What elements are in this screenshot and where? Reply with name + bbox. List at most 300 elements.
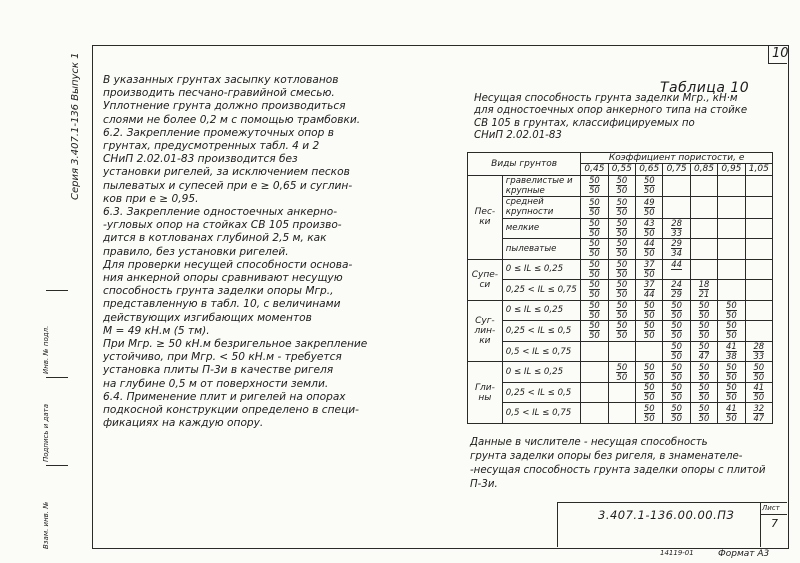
numerator: 50 — [671, 341, 682, 351]
value-fraction — [699, 404, 710, 423]
value-fraction — [753, 383, 764, 402]
numerator: 50 — [616, 299, 628, 310]
note-line: -несущая способность грунта заделки опоры с плитой — [470, 465, 766, 476]
value-cell — [690, 382, 717, 403]
denominator: 50 — [616, 185, 628, 196]
left-column-text — [103, 74, 453, 430]
value-fraction — [644, 404, 655, 423]
text-line: представленную в табл. 10, с величинами — [103, 298, 341, 311]
value-fraction — [589, 198, 600, 217]
value-cell — [745, 341, 772, 362]
value-fraction — [616, 219, 627, 238]
denominator: 50 — [726, 412, 737, 423]
numerator: 50 — [589, 196, 600, 207]
soil-category: Супе- си — [468, 259, 503, 300]
denominator: 50 — [589, 248, 600, 259]
value-cell — [745, 382, 772, 403]
caption-line: СВ 105 в грунтах, классифицируемых по — [474, 117, 695, 129]
series-label: Серия 3.407.1-136 Выпуск 1 — [70, 52, 81, 200]
numerator: 50 — [616, 217, 628, 228]
numerator: 50 — [726, 382, 737, 393]
denominator: 50 — [616, 330, 628, 341]
note-line: грунта заделки опоры без ригеля, в знаменателе- — [470, 451, 743, 462]
denominator: 50 — [589, 330, 600, 341]
value-fraction — [753, 342, 764, 361]
numerator: 50 — [671, 402, 682, 413]
value-cell — [608, 341, 635, 362]
text-line: В указанных грунтах засыпку котлованов — [103, 74, 339, 86]
sheet-number-divider — [768, 45, 769, 63]
denominator: 29 — [671, 289, 682, 300]
value-fraction — [671, 239, 682, 258]
denominator: 50 — [726, 392, 737, 403]
denominator: 50 — [671, 330, 682, 341]
denominator: 50 — [616, 289, 628, 300]
header-coef-value: 0,75 — [663, 164, 690, 175]
value-fraction — [726, 404, 737, 423]
numerator: 50 — [726, 361, 737, 372]
stamp-label: Взам. инв. № — [42, 501, 50, 549]
denominator: 50 — [589, 206, 600, 217]
value-cell — [663, 239, 690, 260]
numerator: 50 — [671, 299, 682, 310]
stamp-cell — [42, 377, 68, 465]
denominator: 50 — [671, 412, 682, 423]
value-fraction — [589, 260, 600, 279]
value-cell — [718, 197, 745, 219]
value-cell — [663, 321, 690, 342]
stamp-label: Подпись и дата — [42, 403, 50, 462]
numerator: 28 — [753, 341, 765, 351]
value-fraction — [671, 260, 682, 279]
value-cell — [690, 218, 717, 239]
value-fraction — [699, 301, 710, 320]
value-cell — [663, 300, 690, 321]
value-cell — [690, 341, 717, 362]
denominator: 50 — [589, 289, 600, 300]
value-fraction — [726, 383, 737, 402]
text-line: -угловых опор на стойках СВ 105 произво- — [103, 219, 342, 232]
header-soil-kinds: Виды грунтов — [468, 153, 581, 176]
text-line: установки ригелей, за исключением песков — [103, 166, 350, 179]
text-line: действующих изгибающих моментов — [103, 311, 312, 324]
value-cell — [718, 321, 745, 342]
denominator: 50 — [643, 371, 655, 382]
value-fraction — [671, 342, 682, 361]
title-block-sheet-line — [760, 514, 787, 515]
value-cell — [636, 218, 663, 239]
denominator — [671, 270, 682, 279]
value-cell — [663, 175, 690, 197]
header-coef-value: 0,85 — [690, 164, 717, 175]
table-number: Таблица 10 — [660, 80, 750, 96]
value-cell — [581, 197, 608, 219]
soil-subtype: 0,5 < IL ≤ 0,75 — [502, 403, 580, 424]
numerator: 50 — [589, 175, 600, 186]
numerator: 50 — [698, 382, 710, 393]
text-line: Для проверки несущей способности основа- — [103, 258, 353, 271]
value-cell — [581, 382, 608, 403]
denominator: 50 — [698, 412, 710, 423]
numerator: 50 — [698, 299, 710, 310]
value-cell — [663, 259, 690, 280]
denominator: 21 — [698, 289, 710, 300]
value-cell — [690, 259, 717, 280]
numerator: 50 — [643, 299, 655, 310]
value-cell — [636, 382, 663, 403]
value-cell — [745, 175, 772, 197]
denominator: 50 — [616, 268, 628, 279]
numerator: 43 — [643, 217, 655, 228]
value-cell — [581, 403, 608, 424]
value-fraction — [699, 363, 710, 382]
table-row — [468, 280, 773, 301]
value-fraction — [589, 239, 600, 258]
denominator: 50 — [698, 309, 710, 320]
denominator: 50 — [698, 371, 710, 382]
value-cell — [663, 218, 690, 239]
value-cell — [690, 197, 717, 219]
numerator: 50 — [589, 238, 600, 249]
soil-category: Гли- ны — [468, 362, 503, 424]
denominator: 50 — [643, 330, 655, 341]
caption-line: СНиП 2.02.01-83 — [474, 129, 562, 141]
side-stamp — [42, 290, 68, 552]
value-cell — [608, 280, 635, 301]
value-cell — [718, 175, 745, 197]
value-fraction — [589, 176, 600, 195]
header-porosity: Коэффициент пористости, е — [581, 153, 773, 164]
table-row — [468, 403, 773, 424]
denominator: 50 — [671, 371, 682, 382]
value-fraction — [616, 176, 627, 195]
denominator: 50 — [616, 206, 628, 217]
value-cell — [636, 197, 663, 219]
denominator: 34 — [671, 248, 682, 259]
value-cell — [745, 239, 772, 260]
denominator: 50 — [589, 185, 600, 196]
value-cell — [690, 300, 717, 321]
value-fraction — [644, 321, 655, 340]
value-cell — [608, 321, 635, 342]
value-fraction — [616, 363, 627, 382]
value-fraction — [726, 342, 737, 361]
value-fraction — [644, 198, 655, 217]
denominator: 50 — [589, 309, 600, 320]
table-row — [468, 175, 773, 197]
numerator: 29 — [671, 238, 682, 249]
text-line: установка плиты П-3и в качестве ригеля — [103, 364, 334, 377]
table-row — [468, 239, 773, 260]
value-cell — [608, 362, 635, 383]
value-cell — [636, 362, 663, 383]
soil-subtype: средней крупности — [502, 197, 580, 219]
value-cell — [718, 239, 745, 260]
numerator: 50 — [589, 258, 600, 269]
denominator: 50 — [589, 268, 600, 279]
numerator: 50 — [698, 402, 710, 413]
soil-subtype: 0,5 < IL ≤ 0,75 — [502, 341, 580, 362]
value-cell — [690, 362, 717, 383]
numerator: 50 — [589, 217, 600, 228]
value-fraction — [671, 383, 682, 402]
numerator: 37 — [643, 258, 655, 269]
value-cell — [608, 403, 635, 424]
value-fraction — [726, 363, 737, 382]
denominator: 33 — [753, 351, 765, 361]
denominator: 50 — [698, 330, 710, 341]
value-fraction — [616, 239, 627, 258]
title-block-left-line — [557, 502, 558, 547]
denominator: 44 — [643, 289, 655, 300]
value-fraction — [699, 383, 710, 402]
numerator: 50 — [726, 320, 737, 331]
note-line: Данные в числителе - несущая способность — [470, 437, 708, 448]
denominator: 50 — [643, 309, 655, 320]
numerator: 50 — [671, 382, 682, 393]
format-label: Формат А3 — [718, 549, 770, 559]
value-fraction — [616, 301, 627, 320]
caption-line: Несущая способность грунта заделки Мгр., кН·м — [474, 93, 738, 104]
denominator: 50 — [643, 248, 655, 259]
value-cell — [718, 259, 745, 280]
value-cell — [718, 341, 745, 362]
value-cell — [745, 259, 772, 280]
soil-subtype: гравелистые и крупные — [502, 175, 580, 197]
numerator: 44 — [643, 238, 655, 249]
denominator: 50 — [616, 309, 628, 320]
soil-subtype: 0,25 < IL ≤ 0,5 — [502, 382, 580, 403]
value-cell — [636, 321, 663, 342]
value-cell — [636, 341, 663, 362]
numerator: 37 — [643, 279, 655, 290]
denominator: 47 — [698, 351, 710, 361]
numerator: 50 — [698, 320, 710, 331]
numerator: 50 — [671, 361, 682, 372]
text-line: фикациях на каждую опору. — [103, 417, 264, 430]
value-fraction — [616, 280, 627, 299]
value-cell — [581, 321, 608, 342]
table-row — [468, 197, 773, 219]
denominator: 50 — [753, 371, 765, 382]
soil-subtype: 0 ≤ IL ≤ 0,25 — [502, 362, 580, 383]
text-line: ков при е ≥ 0,95. — [103, 192, 199, 205]
text-line: правило, без установки ригелей. — [103, 245, 289, 258]
numerator: 49 — [643, 196, 655, 207]
value-cell — [581, 300, 608, 321]
value-fraction — [671, 301, 682, 320]
denominator: 50 — [643, 185, 655, 196]
numerator: 24 — [671, 279, 682, 290]
value-fraction — [616, 260, 627, 279]
value-fraction — [671, 363, 682, 382]
value-fraction — [671, 280, 682, 299]
value-fraction — [644, 383, 655, 402]
value-cell — [581, 259, 608, 280]
value-fraction — [644, 239, 655, 258]
bearing-capacity-table — [467, 152, 773, 424]
value-cell — [745, 280, 772, 301]
numerator: 41 — [726, 402, 737, 413]
value-fraction — [753, 404, 764, 423]
text-line: При Мгр. ≥ 50 кН.м безригельное закрепление — [103, 338, 368, 351]
value-cell — [636, 300, 663, 321]
value-cell — [608, 197, 635, 219]
table-row — [468, 362, 773, 383]
value-cell — [718, 218, 745, 239]
numerator: 50 — [616, 175, 628, 186]
value-fraction — [671, 321, 682, 340]
numerator: 50 — [671, 320, 682, 331]
text-line: 6.3. Закрепление одностоечных анкерно- — [103, 206, 338, 219]
numerator: 50 — [643, 175, 655, 186]
header-coef-value: 0,65 — [636, 164, 663, 175]
denominator: 50 — [671, 309, 682, 320]
header-row — [468, 153, 773, 164]
table-row — [468, 382, 773, 403]
numerator: 50 — [643, 382, 655, 393]
soil-subtype: 0 ≤ IL ≤ 0,25 — [502, 300, 580, 321]
value-cell — [745, 403, 772, 424]
numerator: 50 — [616, 258, 628, 269]
text-line: М = 49 кН.м (5 тм). — [103, 324, 210, 337]
text-line: ния анкерной опоры сравнивают несущую — [103, 272, 343, 285]
value-cell — [718, 403, 745, 424]
table-row — [468, 341, 773, 362]
value-cell — [608, 259, 635, 280]
denominator: 50 — [671, 351, 682, 361]
value-cell — [608, 382, 635, 403]
numerator: 28 — [671, 217, 682, 228]
numerator: 41 — [753, 382, 765, 393]
note-line: П-3и. — [470, 479, 498, 490]
value-cell — [745, 218, 772, 239]
title-block-sheet-divider — [760, 502, 761, 547]
numerator: 41 — [726, 341, 737, 351]
text-line: СНиП 2.02.01-83 производится без — [103, 153, 298, 166]
value-fraction — [644, 280, 655, 299]
denominator: 50 — [671, 392, 682, 403]
numerator: 50 — [616, 361, 628, 372]
denominator: 38 — [726, 351, 737, 361]
numerator: 50 — [616, 238, 628, 249]
value-cell — [690, 239, 717, 260]
table-row — [468, 259, 773, 280]
denominator: 50 — [753, 392, 765, 403]
text-line: 6.2. Закрепление промежуточных опор в — [103, 126, 334, 139]
numerator: 50 — [589, 320, 600, 331]
numerator: 50 — [698, 341, 710, 351]
value-cell — [636, 280, 663, 301]
stamp-label: Инв. № подл. — [42, 326, 50, 375]
denominator: 50 — [643, 268, 655, 279]
value-cell — [581, 239, 608, 260]
denominator: 50 — [698, 392, 710, 403]
table-row — [468, 218, 773, 239]
value-fraction — [644, 301, 655, 320]
header-coef-value: 1,05 — [745, 164, 772, 175]
value-fraction — [644, 176, 655, 195]
text-line: пылеватых и супесей при е ≥ 0,65 и суглин- — [103, 179, 353, 192]
value-fraction — [699, 280, 710, 299]
value-fraction — [671, 404, 682, 423]
value-fraction — [616, 321, 627, 340]
numerator: 44 — [671, 258, 682, 269]
value-cell — [581, 341, 608, 362]
value-cell — [718, 280, 745, 301]
denominator: 50 — [726, 330, 737, 341]
value-cell — [636, 239, 663, 260]
value-cell — [581, 175, 608, 197]
denominator: 50 — [616, 248, 628, 259]
table-row — [468, 321, 773, 342]
numerator: 50 — [616, 196, 628, 207]
value-fraction — [589, 321, 600, 340]
value-fraction — [699, 342, 710, 361]
sheet-number: 10 — [772, 46, 789, 61]
value-cell — [690, 321, 717, 342]
numerator: 50 — [643, 320, 655, 331]
value-cell — [690, 175, 717, 197]
value-cell — [690, 403, 717, 424]
numerator: 50 — [616, 279, 628, 290]
denominator: 50 — [726, 309, 737, 320]
text-line: на глубине 0,5 м от поверхности земли. — [103, 377, 329, 390]
value-cell — [608, 239, 635, 260]
soil-subtype: 0,25 < IL ≤ 0,5 — [502, 321, 580, 342]
soil-category: Пес- ки — [468, 175, 503, 259]
sheet-number-bottom: 7 — [771, 517, 778, 530]
value-fraction — [616, 198, 627, 217]
soil-subtype: 0 ≤ IL ≤ 0,25 — [502, 259, 580, 280]
value-fraction — [726, 301, 737, 320]
stamp-cell — [42, 465, 68, 553]
denominator: 50 — [643, 412, 655, 423]
text-line: производить песчано-гравийной смесью. — [103, 87, 335, 100]
numerator: 50 — [643, 402, 655, 413]
value-cell — [581, 280, 608, 301]
table-note — [470, 436, 775, 492]
caption-line: для одностоечных опор анкерного типа на стойке — [474, 105, 748, 117]
soil-subtype: мелкие — [502, 218, 580, 239]
value-cell — [608, 300, 635, 321]
text-line: дится в котлованах глубиной 2,5 м, как — [103, 232, 327, 245]
denominator: 33 — [671, 227, 682, 238]
inventory-number: 14119-01 — [660, 549, 694, 557]
table-caption — [474, 93, 774, 142]
denominator: 50 — [616, 227, 628, 238]
value-cell — [745, 362, 772, 383]
stamp-cell — [42, 290, 68, 378]
value-cell — [745, 321, 772, 342]
value-fraction — [589, 301, 600, 320]
value-cell — [663, 362, 690, 383]
text-line: способность грунта заделки опоры Мгр., — [103, 285, 334, 298]
value-cell — [663, 341, 690, 362]
value-fraction — [699, 321, 710, 340]
table-row — [468, 300, 773, 321]
text-line: грунтах, предусмотренных табл. 4 и 2 — [103, 140, 320, 153]
denominator: 50 — [643, 227, 655, 238]
value-cell — [608, 175, 635, 197]
text-line: устойчиво, при Мгр. < 50 кН.м - требуется — [103, 351, 342, 364]
title-block-top-line — [557, 502, 787, 503]
header-coef-value: 0,55 — [608, 164, 635, 175]
value-cell — [690, 280, 717, 301]
value-cell — [581, 362, 608, 383]
denominator: 50 — [616, 371, 628, 382]
value-cell — [663, 197, 690, 219]
